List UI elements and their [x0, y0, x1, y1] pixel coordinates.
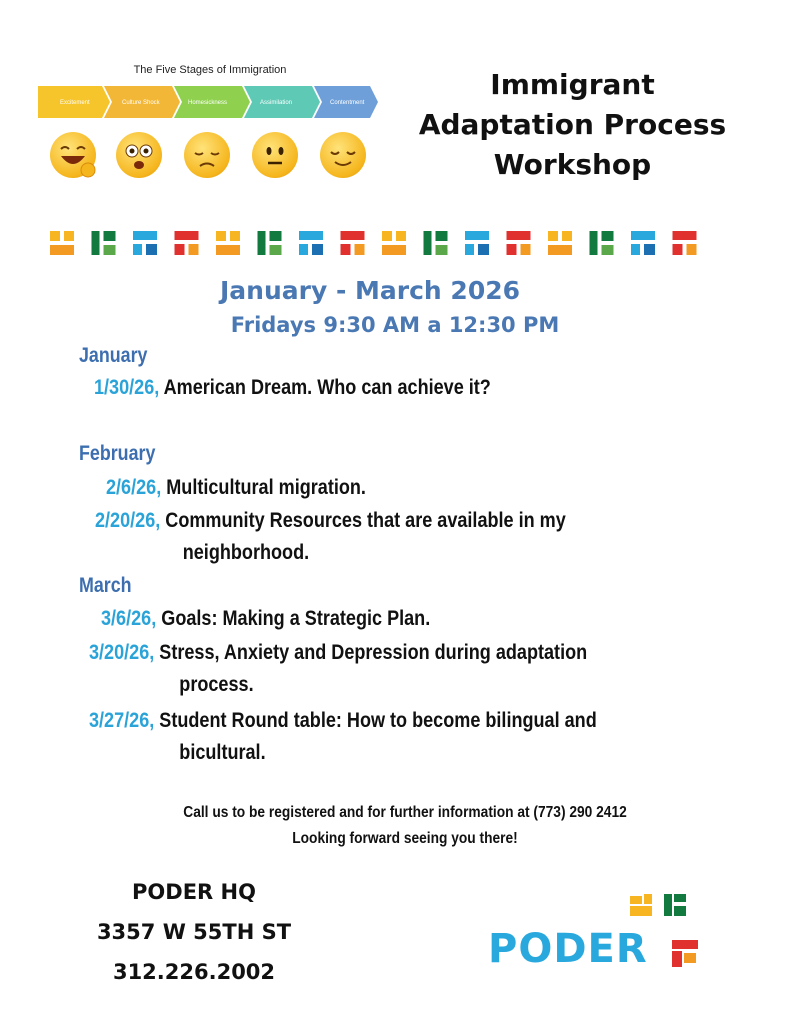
neutral-face-icon	[252, 132, 298, 178]
session-item	[89, 637, 587, 701]
stage-label-assimilation: Assimilation	[260, 100, 293, 106]
pattern-tile	[92, 231, 116, 255]
stage-homesickness	[174, 86, 250, 118]
stages-graphic-title: The Five Stages of Immigration	[133, 64, 287, 76]
stage-label-homesickness: Homesickness	[188, 100, 228, 106]
stage-contentment	[314, 86, 378, 118]
pattern-tile	[424, 231, 448, 255]
stage-label-contentment: Contentment	[330, 100, 365, 106]
session-item	[89, 705, 597, 769]
pattern-tile	[590, 231, 614, 255]
pattern-tile	[548, 231, 572, 255]
stage-label-culture-shock: Culture Shock	[122, 100, 160, 106]
session-topic-continued: bicultural.	[179, 741, 266, 764]
address-street: 3357 W 55TH ST	[96, 920, 292, 944]
stage-label-excitement: Excitement	[60, 100, 90, 106]
title-line-2: Adaptation Process	[418, 108, 727, 141]
pattern-tile	[631, 231, 655, 255]
pattern-tile	[216, 231, 240, 255]
session-date: 3/27/26,	[89, 709, 155, 732]
session-date: 3/20/26,	[89, 641, 155, 664]
address-name: PODER HQ	[132, 880, 256, 904]
session-topic: Community Resources that are available in my	[165, 509, 566, 532]
poder-logo	[488, 892, 708, 974]
stage-excitement	[38, 86, 110, 118]
pattern-tile	[133, 231, 157, 255]
session-date: 3/6/26,	[101, 607, 157, 630]
session-date: 2/20/26,	[95, 509, 161, 532]
session-topic: Goals: Making a Strategic Plan.	[161, 607, 431, 630]
pattern-tile	[507, 231, 531, 255]
month-heading-january: January	[79, 344, 148, 367]
decorative-pattern-bar	[50, 228, 710, 258]
title-line-1: Immigrant	[490, 68, 655, 101]
session-topic: Stress, Anxiety and Depression during adaptation	[159, 641, 588, 664]
month-heading-march: March	[79, 574, 132, 597]
title-line-3: Workshop	[493, 148, 652, 181]
pattern-tile	[465, 231, 489, 255]
pattern-tile	[175, 231, 199, 255]
contact-line: Call us to be registered and for further information at (773) 290 2412	[183, 804, 627, 821]
session-item	[94, 372, 491, 404]
session-date: 2/6/26,	[106, 476, 162, 499]
dates-heading: January - March 2026	[219, 276, 521, 305]
time-heading: Fridays 9:30 AM a 12:30 PM	[230, 313, 560, 337]
pattern-tile	[258, 231, 282, 255]
pattern-tile	[382, 231, 406, 255]
session-item	[95, 505, 566, 569]
session-topic-continued: process.	[179, 673, 254, 696]
month-heading-february: February	[79, 442, 156, 465]
pattern-tile	[341, 231, 365, 255]
pattern-tile	[673, 231, 697, 255]
pattern-tile	[50, 231, 74, 255]
stage-culture-shock	[104, 86, 180, 118]
sad-face-icon	[184, 132, 230, 178]
address-phone: 312.226.2002	[112, 960, 276, 984]
session-item	[106, 472, 366, 504]
closing-line: Looking forward seeing you there!	[292, 830, 518, 847]
shocked-face-icon	[116, 132, 162, 178]
session-date: 1/30/26,	[94, 376, 160, 399]
stages-arrow-chart	[38, 86, 378, 118]
stage-assimilation	[244, 86, 320, 118]
session-topic-continued: neighborhood.	[182, 541, 310, 564]
session-topic: Student Round table: How to become bilingual and	[159, 709, 597, 732]
poder-logo-text: PODER	[488, 926, 648, 972]
session-topic: American Dream. Who can achieve it?	[163, 376, 491, 399]
pattern-tile	[299, 231, 323, 255]
session-item	[101, 603, 430, 635]
session-topic: Multicultural migration.	[166, 476, 366, 499]
relieved-face-icon	[320, 132, 366, 178]
laughing-face-icon	[50, 132, 96, 178]
